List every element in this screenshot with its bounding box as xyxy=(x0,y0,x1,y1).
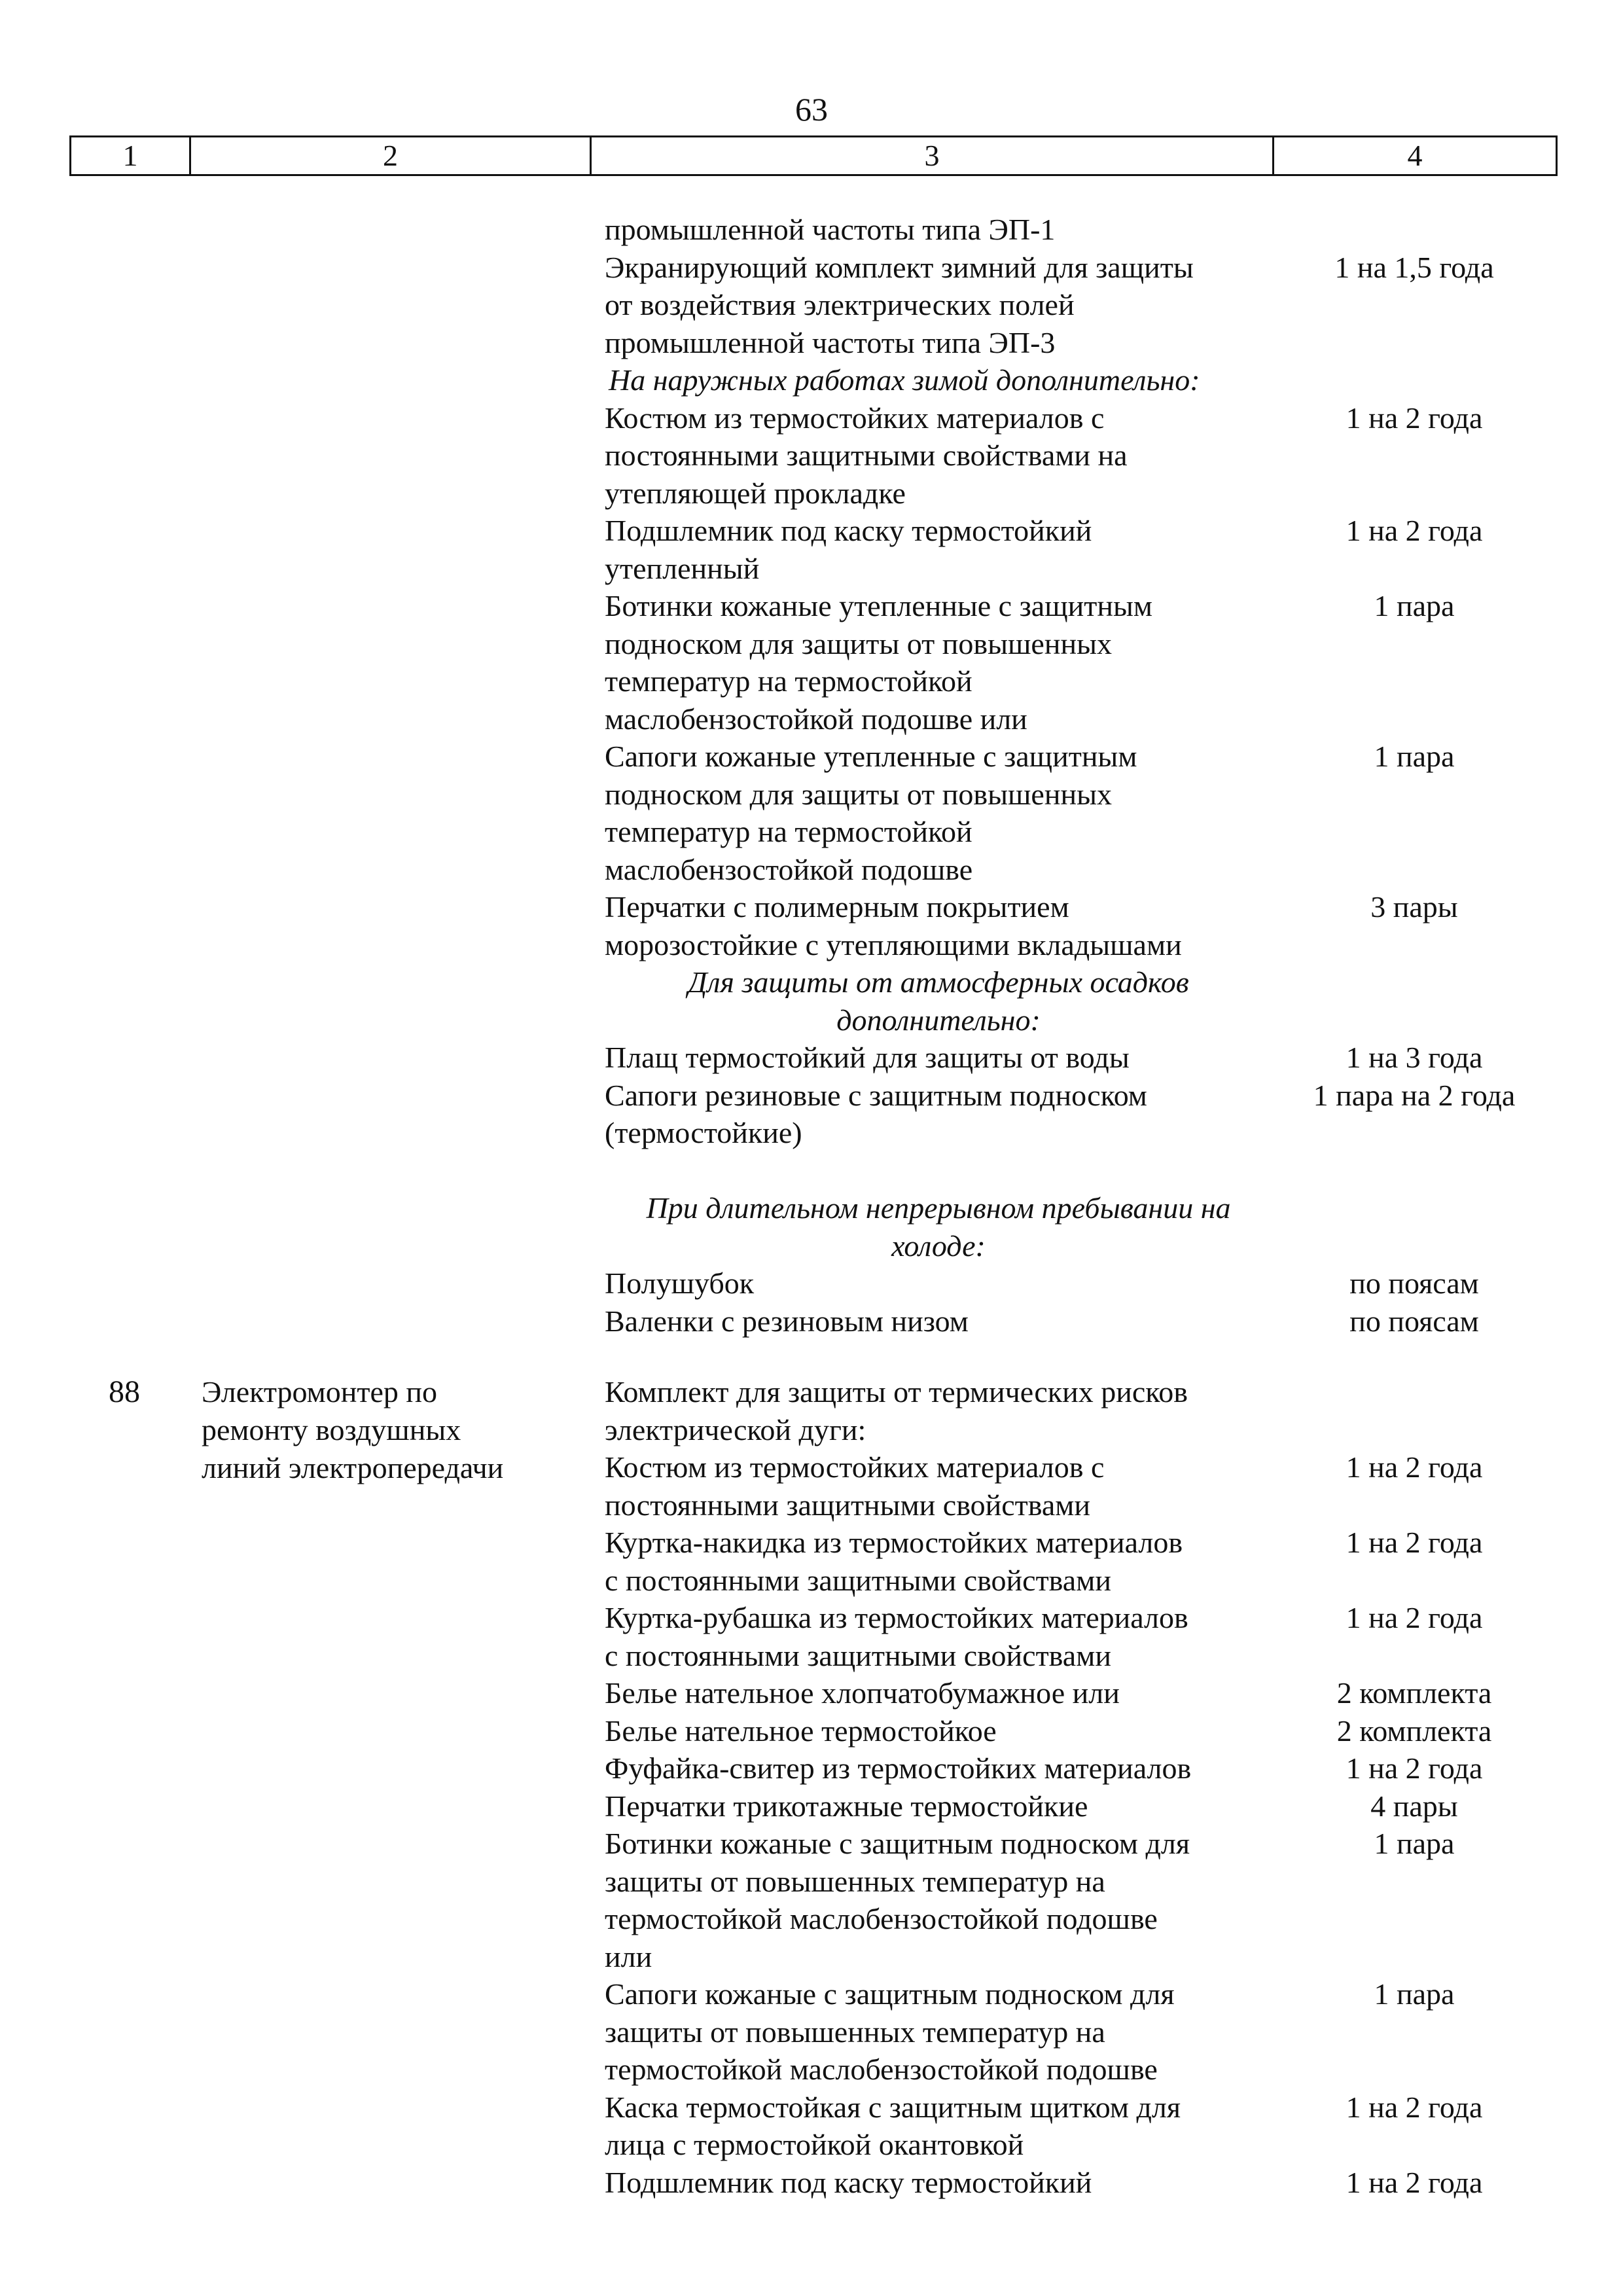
item-line: постоянными защитными свойствами xyxy=(605,1488,1091,1522)
occupation-title xyxy=(202,1373,568,1487)
item-description xyxy=(605,1749,1272,1787)
item-description xyxy=(605,1524,1272,1599)
item-line: Куртка-накидка из термостойких материалов xyxy=(605,1526,1183,1559)
item-line: Полушубок xyxy=(605,1266,755,1300)
occupation-line: линий электропередачи xyxy=(202,1451,504,1484)
item-description xyxy=(605,963,1272,1039)
item-line: Куртка-рубашка из термостойких материалов xyxy=(605,1601,1188,1634)
item-line: промышленной частоты типа ЭП-3 xyxy=(605,325,1056,359)
item-description xyxy=(605,888,1272,963)
header-col-2: 2 xyxy=(191,137,592,174)
item-quantity: 1 на 3 года xyxy=(1346,1041,1483,1074)
item-quantity: по поясам xyxy=(1349,1304,1479,1338)
item-line: маслобензостойкой подошве xyxy=(605,852,973,886)
item-line: лица с термостойкой окантовкой xyxy=(605,2128,1024,2161)
item-line: Плащ термостойкий для защиты от воды xyxy=(605,1041,1130,1074)
item-line: подноском для защиты от повышенных xyxy=(605,626,1112,660)
occupation-line: Электромонтер по xyxy=(202,1375,438,1408)
item-quantity: 3 пары xyxy=(1370,890,1458,924)
item-line: Для защиты от атмосферных осадков xyxy=(688,965,1189,999)
item-line: Сапоги кожаные с защитным подноском для xyxy=(605,1977,1175,2011)
item-quantity: 1 пара на 2 года xyxy=(1313,1078,1516,1112)
item-description xyxy=(605,249,1272,362)
item-line: температур на термостойкой xyxy=(605,664,972,698)
occupation-line: ремонту воздушных xyxy=(202,1413,461,1446)
item-line: Перчатки с полимерным покрытием xyxy=(605,890,1069,924)
item-description xyxy=(605,1265,1272,1302)
item-description xyxy=(605,1674,1272,1712)
item-description xyxy=(605,1039,1272,1077)
item-quantity: 2 комплекта xyxy=(1336,1713,1492,1748)
item-quantity: 1 пара xyxy=(1374,1827,1455,1860)
item-line: Комплект для защиты от термических рисков xyxy=(605,1375,1188,1408)
item-description xyxy=(605,1077,1272,1152)
item-description xyxy=(605,361,1276,399)
item-description xyxy=(605,1373,1272,1448)
item-line: Подшлемник под каску термостойкий xyxy=(605,2165,1092,2199)
item-quantity: 1 пара xyxy=(1374,1977,1455,2011)
item-line: Перчатки трикотажные термостойкие xyxy=(605,1789,1088,1823)
item-description xyxy=(605,1599,1272,1674)
item-line: постоянными защитными свойствами на xyxy=(605,439,1128,472)
entry-number: 88 xyxy=(109,1374,140,1409)
item-line: Ботинки кожаные с защитным подноском для xyxy=(605,1827,1190,1860)
item-quantity: 1 на 2 года xyxy=(1346,1601,1483,1634)
item-line: с постоянными защитными свойствами xyxy=(605,1563,1111,1597)
item-quantity: по поясам xyxy=(1349,1266,1479,1300)
item-line: подноском для защиты от повышенных xyxy=(605,777,1112,811)
header-col-3: 3 xyxy=(592,137,1274,174)
item-quantity: 1 на 2 года xyxy=(1346,514,1483,547)
item-line: Костюм из термостойких материалов с xyxy=(605,1450,1105,1484)
item-description xyxy=(605,1975,1272,2089)
item-line: Белье нательное термостойкое xyxy=(605,1713,997,1748)
item-description xyxy=(605,2089,1272,2164)
item-line: защиты от повышенных температур на xyxy=(605,2015,1105,2049)
item-quantity: 1 пара xyxy=(1374,589,1455,622)
item-line: защиты от повышенных температур на xyxy=(605,1864,1105,1898)
item-description xyxy=(605,399,1272,512)
item-line: температур на термостойкой xyxy=(605,815,972,848)
item-line: На наружных работах зимой дополнительно: xyxy=(609,363,1200,397)
table-header-row xyxy=(69,135,1558,176)
item-line: Каска термостойкая с защитным щитком для xyxy=(605,2090,1181,2124)
item-description xyxy=(605,1825,1272,1975)
item-line: Сапоги кожаные утепленные с защитным xyxy=(605,740,1137,773)
item-description xyxy=(605,738,1272,888)
item-description xyxy=(605,512,1272,587)
item-description xyxy=(605,1448,1272,1524)
item-quantity: 1 на 1,5 года xyxy=(1334,250,1494,284)
item-line: Фуфайка-свитер из термостойких материалов xyxy=(605,1751,1192,1785)
item-line: Ботинки кожаные утепленные с защитным xyxy=(605,589,1152,622)
item-line: маслобензостойкой подошве или xyxy=(605,702,1027,736)
item-line: утепляющей прокладке xyxy=(605,476,906,510)
item-line: Белье нательное хлопчатобумажное или xyxy=(605,1676,1120,1710)
item-line: от воздействия электрических полей xyxy=(605,288,1075,321)
item-quantity: 1 на 2 года xyxy=(1346,2165,1483,2199)
item-line: Сапоги резиновые с защитным подноском xyxy=(605,1078,1147,1112)
item-description xyxy=(605,1302,1272,1340)
item-description xyxy=(605,2164,1272,2202)
item-description xyxy=(605,1152,1272,1190)
item-line: с постоянными защитными свойствами xyxy=(605,1638,1111,1672)
item-line: морозостойкие с утепляющими вкладышами xyxy=(605,927,1182,961)
item-description xyxy=(605,1787,1272,1825)
item-line: Подшлемник под каску термостойкий xyxy=(605,514,1092,547)
item-quantity: 4 пары xyxy=(1370,1789,1458,1823)
item-line: промышленной частоты типа ЭП-1 xyxy=(605,213,1056,246)
header-col-1: 1 xyxy=(71,137,191,174)
item-line: утепленный xyxy=(605,551,760,585)
item-line: холоде: xyxy=(891,1229,986,1263)
item-description xyxy=(605,1189,1272,1265)
item-quantity: 2 комплекта xyxy=(1336,1676,1492,1710)
item-line: Экранирующий комплект зимний для защиты xyxy=(605,250,1194,284)
item-quantity: 1 пара xyxy=(1374,740,1455,773)
item-quantity: 1 на 2 года xyxy=(1346,2090,1483,2124)
item-line: Костюм из термостойких материалов с xyxy=(605,401,1105,435)
item-line: электрической дуги: xyxy=(605,1412,866,1446)
item-line: Валенки с резиновым низом xyxy=(605,1304,969,1338)
item-line: термостойкой маслобензостойкой подошве xyxy=(605,1902,1158,1935)
item-description xyxy=(605,1712,1272,1750)
item-line: термостойкой маслобензостойкой подошве xyxy=(605,2053,1158,2086)
item-line: или xyxy=(605,1939,652,1973)
header-col-4: 4 xyxy=(1407,139,1423,172)
item-line: При длительном непрерывном пребывании на xyxy=(646,1191,1231,1225)
item-description xyxy=(605,211,1272,249)
item-line: дополнительно: xyxy=(836,1003,1041,1037)
item-quantity: 1 на 2 года xyxy=(1346,1450,1483,1484)
item-quantity: 1 на 2 года xyxy=(1346,1526,1483,1559)
item-line: (термостойкие) xyxy=(605,1116,802,1149)
item-line xyxy=(605,1152,1272,1190)
item-quantity: 1 на 2 года xyxy=(1346,1751,1483,1785)
page-number: 63 xyxy=(795,91,828,128)
item-quantity: 1 на 2 года xyxy=(1346,401,1483,435)
item-description xyxy=(605,587,1272,738)
